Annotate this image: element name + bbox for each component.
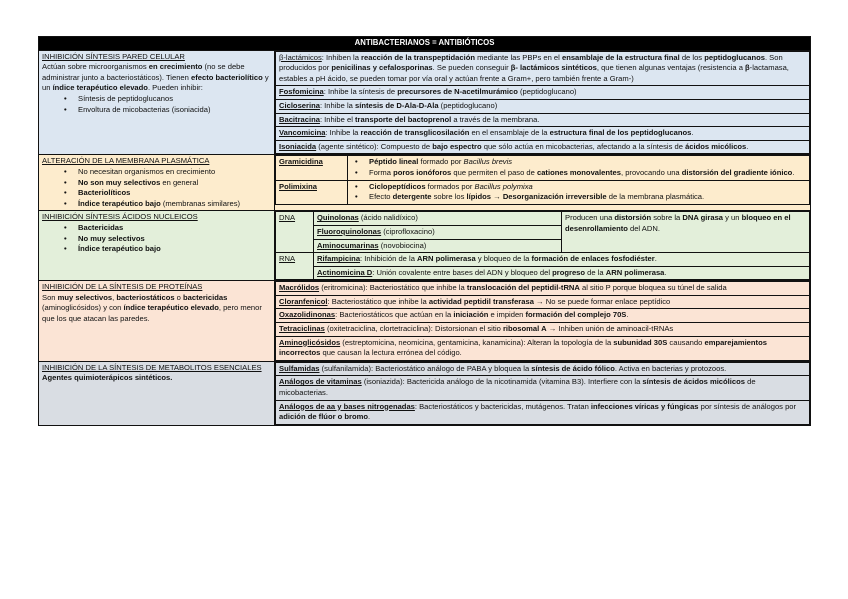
drug-oxazolidinonas: Oxazolidinonas: Bacteriostáticos que actúan en la iniciación e impiden formación del complejo 70S. — [276, 309, 810, 323]
section-proteinas-left — [39, 281, 275, 362]
list-item: • Bacteriolíticos — [42, 188, 271, 199]
drug-bacitracina: Bacitracina: Inhibe el transporte del bactoprenol a través de la membrana. — [276, 113, 810, 127]
drug-isoniacida: Isoniacida (agente sintético): Compuesto de bajo espectro que sólo actúa en micobacterias, afectando a la síntesis de ácidos micólicos. — [276, 140, 810, 154]
section-nucleicos-right — [275, 211, 811, 281]
drug-vancomicina: Vancomicina: Inhibe la reacción de transglicosilación en el ensamblaje de la estructura final de los peptidoglucanos. — [276, 127, 810, 141]
dna-label: DNA — [276, 212, 314, 253]
section-heading-proteinas: INHIBICIÓN DE LA SÍNTESIS DE PROTEÍNAS — [42, 282, 203, 292]
list-item: • Bactericidas — [42, 223, 271, 234]
section-heading-membrana: ALTERACIÓN DE LA MEMBRANA PLASMÁTICA — [42, 156, 210, 166]
drug-polimixina: Polimixina — [276, 180, 348, 204]
list-item: • No son muy selectivos en general — [42, 178, 271, 189]
section-pared-left — [39, 50, 275, 155]
rna-label: RNA — [276, 253, 314, 280]
section-heading-nucleicos: INHIBICIÓN SÍNTESIS ÁCIDOS NUCLEICOS — [42, 212, 198, 222]
drug-fosfomicina: Fosfomicina: Inhibe la síntesis de precursores de N-acetilmurámico (peptidoglucano) — [276, 86, 810, 100]
section-nucleicos-left — [39, 211, 275, 281]
list-item: • Envoltura de micobacterias (isoniacida) — [42, 105, 271, 116]
list-item: • Péptido lineal formado por Bacillus brevis — [351, 157, 806, 168]
list-item: • Índice terapéutico bajo — [42, 244, 271, 255]
section-pared-right — [275, 50, 811, 155]
drug-aminocumarinas: Aminocumarinas (novobiocina) — [314, 239, 562, 253]
metabolitos-description: Agentes quimioterápicos sintéticos. — [42, 373, 173, 383]
drug-rifampicina: Rifampicina: Inhibición de la ARN polimerasa y bloqueo de la formación de enlaces fosfodiéster. — [314, 253, 810, 267]
drug-analogos-vitaminas: Análogos de vitaminas (isoniazida): Bactericida análogo de la nicotinamida (vitamina B3). Interfiere con la síntesis de ácidos micólicos de micobacterias. — [276, 376, 810, 400]
drug-tetraciclinas: Tetraciclinas (oxitetraciclina, clortetraciclina): Distorsionan el sitio ribosomal A → Inhiben unión de aminoacil-tRNAs — [276, 323, 810, 337]
table-title: ANTIBACTERIANOS = ANTIBIÓTICOS — [39, 37, 811, 51]
drug-cicloserina: Cicloserina: Inhibe la síntesis de D-Ala-D-Ala (peptidoglucano) — [276, 99, 810, 113]
gramicidina-detail — [348, 156, 810, 180]
section-heading-pared: INHIBICIÓN SÍNTESIS PARED CELULAR — [42, 51, 185, 61]
polimixina-detail — [348, 180, 810, 204]
drug-aminoglicosidos: Aminoglicósidos (estreptomicina, neomicina, gentamicina, kanamicina): Alteran la topología de la subunidad 30S causando emparejamientos incorrectos que causan la lectura errónea del código. — [276, 336, 810, 360]
pared-bullets — [42, 94, 271, 115]
antibiotics-table — [38, 36, 811, 426]
proteinas-description: Son muy selectivos, bacteriostáticos o bactericidas (aminoglicósidos) y con índice terapéutico elevado, pero menor que los que atacan las paredes. — [42, 292, 262, 324]
drug-macrolidos: Macrólidos (eritromicina): Bacteriostático que inhibe la translocación del peptidil-tRNA al sitio P porque bloquea su túnel de salida — [276, 282, 810, 296]
section-heading-metabolitos: INHIBICIÓN DE LA SÍNTESIS DE METABOLITOS ESENCIALES — [42, 362, 262, 372]
list-item: • Índice terapéutico bajo (membranas similares) — [42, 199, 271, 210]
list-item: • Síntesis de peptidoglucanos — [42, 94, 271, 105]
section-proteinas-right — [275, 281, 811, 362]
list-item: • Ciclopeptídicos formados por Bacillus polymixa — [351, 182, 806, 193]
list-item: • Forma poros ionóforos que permiten el paso de cationes monovalentes, provocando una distorsión del gradiente iónico. — [351, 168, 806, 179]
list-item: • Efecto detergente sobre los lípidos → Desorganización irreversible de la membrana plasmática. — [351, 192, 806, 203]
section-metabolitos-left — [39, 361, 275, 425]
drug-fluoroquinolonas: Fluoroquinolonas (ciprofloxacino) — [314, 225, 562, 239]
nucleicos-bullets — [42, 223, 271, 255]
section-membrana-right — [275, 155, 811, 211]
drug-actinomicina: Actinomicina D: Unión covalente entre bases del ADN y bloqueo del progreso de la ARN polimerasa. — [314, 266, 810, 280]
drug-quinolonas: Quinolonas (ácido nalidíxico) — [314, 212, 562, 226]
dna-effect: Producen una distorsión sobre la DNA girasa y un bloqueo en el desenrollamiento del ADN. — [562, 212, 810, 253]
pared-description: Actúan sobre microorganismos en crecimiento (no se debe administrar junto a bacteriostáticos). Tienen efecto bacteriolítico y un índice terapéutico elevado. Pueden inhibir: — [42, 62, 269, 93]
section-membrana-left — [39, 155, 275, 211]
drug-analogos-aa-bases: Análogos de aa y bases nitrogenadas: Bacteriostáticos y bactericidas, mutágenos. Tratan infecciones víricas y fúngicas por síntesis de análogos por adición de flúor o bromo. — [276, 400, 810, 424]
drug-cloranfenicol: Cloranfenicol: Bacteriostático que inhibe la actividad peptidil transferasa → No se puede formar enlace peptídico — [276, 295, 810, 309]
membrana-bullets — [42, 167, 271, 209]
list-item: • No muy selectivos — [42, 234, 271, 245]
drug-betalactamicos: β-lactámicos: Inhiben la reacción de la transpeptidación mediante las PBPs en el ensamblaje de la estructura final de los peptidoglucanos. Son producidos por penicilinas y cefalosporinas. Se pueden conseguir β- lactámicos sintéticos, que tienen algunas ventajas (resistencia a β-lactamasa, estables a pH ácido, se pueden tomar por vía oral y actúan frente a Gram+, pero también frente a Gram-) — [276, 51, 810, 86]
section-metabolitos-right — [275, 361, 811, 425]
drug-gramicidina: Gramicidina — [276, 156, 348, 180]
list-item: • No necesitan organismos en crecimiento — [42, 167, 271, 178]
drug-sulfamidas: Sulfamidas (sulfanilamida): Bacteriostático análogo de PABA y bloquea la síntesis de ácido fólico. Activa en bacterias y protozoos. — [276, 362, 810, 376]
